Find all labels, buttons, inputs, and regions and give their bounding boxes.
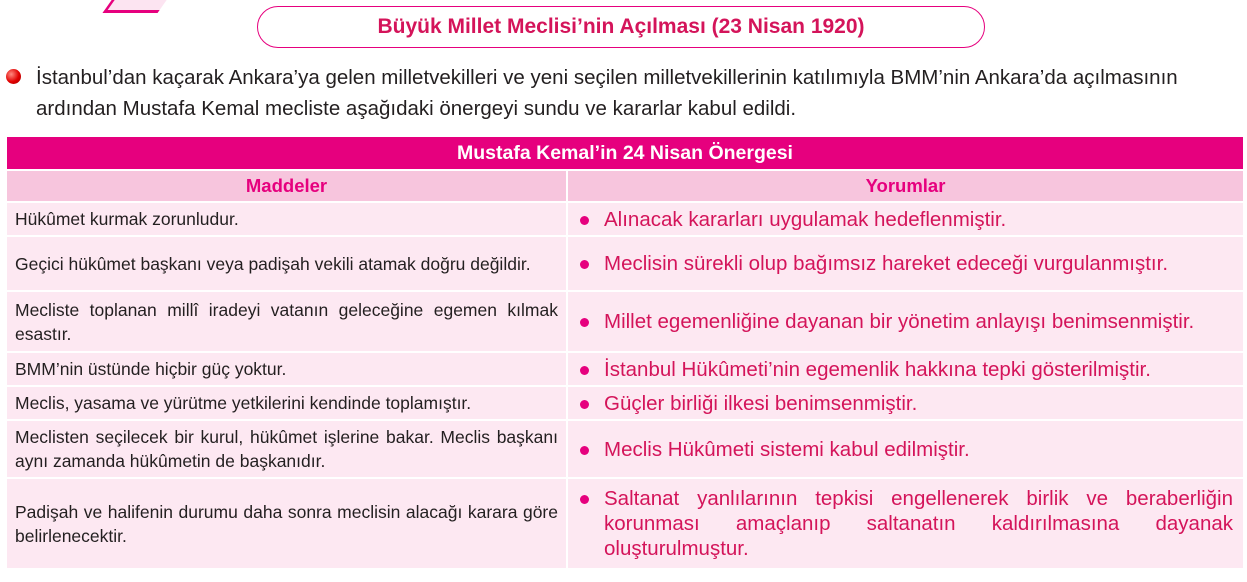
table-title: Mustafa Kemal’in 24 Nisan Önergesi xyxy=(7,137,1243,170)
table-row xyxy=(7,236,1243,291)
comment-text: Saltanat yanlılarının tepkisi engellenerek birlik ve beraberliğin korunması amaçlanıp saltanatın kaldırılmasına dayanak oluşturulmuştur. xyxy=(604,487,1234,560)
comment-text: Meclis Hükûmeti sistemi kabul edilmiştir. xyxy=(604,437,970,461)
comment-cell xyxy=(567,352,1243,386)
table-row xyxy=(7,202,1243,236)
column-header-yorumlar: Yorumlar xyxy=(567,170,1243,202)
pink-bullet-icon xyxy=(580,216,589,225)
item-cell: Mecliste toplanan millî iradeyi vatanın geleceğine egemen kılmak esastır. xyxy=(7,291,567,352)
pink-bullet-icon xyxy=(580,495,589,504)
intro-paragraph: İstanbul’dan kaçarak Ankara’ya gelen milletvekilleri ve yeni seçilen milletvekillerinin katılımıyla BMM’nin Ankara’da açılmasının ardından Mustafa Kemal mecliste aşağıdaki önergeyi sundu ve kararlar kabul edildi. xyxy=(36,66,1178,120)
pink-bullet-icon xyxy=(580,318,589,327)
pink-bullet-icon xyxy=(580,366,589,375)
item-cell: Geçici hükûmet başkanı veya padişah vekili atamak doğru değildir. xyxy=(7,236,567,291)
table-row xyxy=(7,420,1243,478)
item-cell: Padişah ve halifenin durumu daha sonra meclisin alacağı karara göre belirlenecektir. xyxy=(7,478,567,568)
comment-cell xyxy=(567,291,1243,352)
section-title xyxy=(257,6,985,48)
table-row xyxy=(7,386,1243,420)
red-bullet-icon xyxy=(6,69,21,84)
table-row xyxy=(7,478,1243,568)
pink-bullet-icon xyxy=(580,446,589,455)
item-cell: BMM’nin üstünde hiçbir güç yoktur. xyxy=(7,352,567,386)
pink-bullet-icon xyxy=(580,400,589,409)
table-row xyxy=(7,291,1243,352)
proposal-table xyxy=(7,137,1243,568)
comment-cell xyxy=(567,236,1243,291)
pink-bullet-icon xyxy=(580,260,589,269)
item-cell: Hükûmet kurmak zorunludur. xyxy=(7,202,567,236)
comment-text: Alınacak kararları uygulamak hedeflenmiştir. xyxy=(604,207,1007,231)
table-row xyxy=(7,352,1243,386)
comment-cell xyxy=(567,420,1243,478)
comment-text: İstanbul Hükûmeti’nin egemenlik hakkına tepki gösterilmiştir. xyxy=(604,357,1151,381)
comment-cell xyxy=(567,202,1243,236)
comment-text: Millet egemenliğine dayanan bir yönetim anlayışı benimsenmiştir. xyxy=(604,310,1195,333)
column-header-maddeler: Maddeler xyxy=(7,170,567,202)
section-title-text: Büyük Millet Meclisi’nin Açılması (23 Nisan 1920) xyxy=(377,15,865,38)
corner-decoration xyxy=(103,0,177,13)
comment-cell xyxy=(567,478,1243,568)
comment-cell xyxy=(567,386,1243,420)
item-cell: Meclis, yasama ve yürütme yetkilerini kendinde toplamıştır. xyxy=(7,386,567,420)
comment-text: Meclisin sürekli olup bağımsız hareket edeceği vurgulanmıştır. xyxy=(604,252,1169,275)
item-cell: Meclisten seçilecek bir kurul, hükûmet işlerine bakar. Meclis başkanı aynı zamanda hükûmetin de başkanıdır. xyxy=(7,420,567,478)
comment-text: Güçler birliği ilkesi benimsenmiştir. xyxy=(604,391,918,415)
